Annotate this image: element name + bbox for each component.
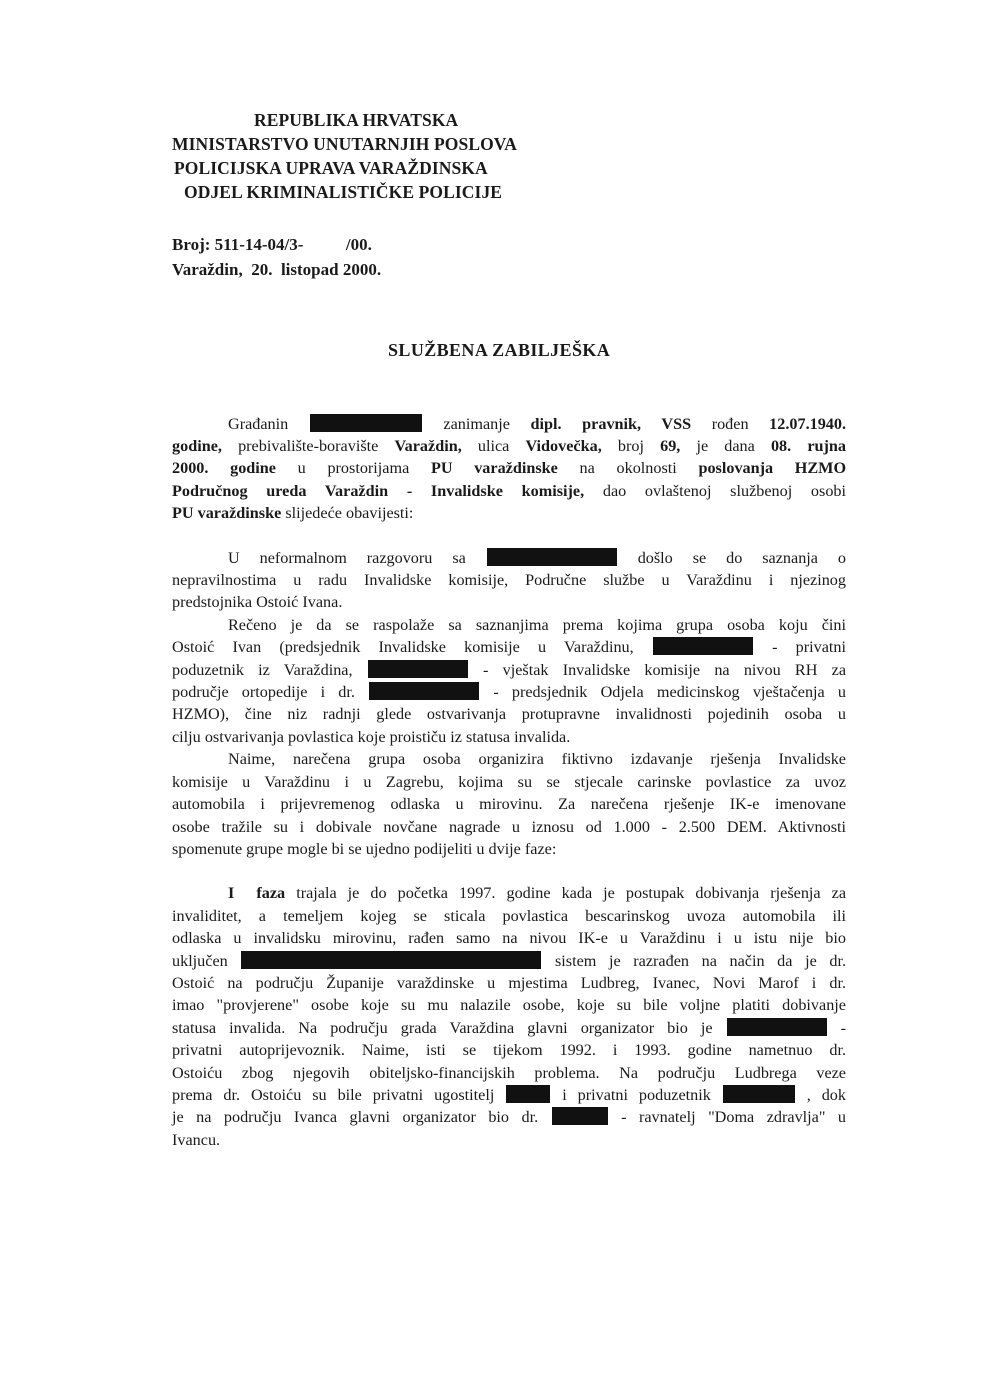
text-segment: godine, <box>172 437 222 455</box>
text-segment: PU varaždinske <box>172 504 282 523</box>
header-ministry: MINISTARSTVO UNUTARNJIH POSLOVA <box>172 134 518 154</box>
text-line: komisije u Varaždinu i u Zagrebu, kojima su se stjecale carinske povlastice za uvoz <box>172 772 846 791</box>
text-segment: - vještak Invalidske komisije na nivou RH za <box>483 660 847 679</box>
reference-number: Broj: 511-14-04/3- /00. <box>172 235 372 254</box>
text-line <box>172 1084 846 1106</box>
text-segment: U neformalnom razgovoru sa <box>228 548 466 567</box>
spacer <box>172 525 846 547</box>
text-segment: 08. rujna <box>770 437 846 455</box>
text-segment: rođen <box>711 415 749 433</box>
redaction-bar <box>727 1018 827 1036</box>
text-line: privatni autoprijevoznik. Naime, isti se tijekom 1992. i 1993. godine nametnuo dr. <box>172 1041 846 1060</box>
text-segment: , dok <box>806 1085 846 1104</box>
header-police-administration: POLICIJSKA UPRAVA VARAŽDINSKA <box>174 158 488 178</box>
text-segment: je na području Ivanca glavni organizator bio dr. <box>172 1108 539 1127</box>
text-segment: poslovanja HZMO <box>698 459 847 478</box>
text-line: spomenute grupe mogle bi se ujedno podijeliti u dvije faze: <box>172 839 557 858</box>
text-line: odlaska u invalidsku mirovinu, rađen samo na nivou IK-e u Varaždinu i u istu nije bio <box>172 929 846 948</box>
text-line <box>172 659 846 681</box>
document-body <box>228 413 846 435</box>
text-segment: područje ortopedije i dr. <box>172 683 355 702</box>
text-line: Rečeno je da se raspolaže sa saznanjima prema kojima grupa osoba koju čini <box>228 615 846 634</box>
text-line: Ostoić na području Županije varaždinske u mjestima Ludbreg, Ivanec, Novi Marof i dr. <box>172 973 846 992</box>
header-department: ODJEL KRIMINALISTIČKE POLICIJE <box>184 182 503 202</box>
text-segment: zanimanje <box>443 415 510 433</box>
reference-date: Varaždin, 20. listopad 2000. <box>172 260 382 279</box>
text-segment: došlo se do saznanja o <box>637 548 846 567</box>
paragraph-1 <box>228 413 846 435</box>
reference-block <box>172 232 381 282</box>
text-line: automobila i prijevremenog odlaska u mirovinu. Za narečena rješenje IK-e imenovane <box>172 795 846 814</box>
text-segment: Varaždin, <box>394 437 462 455</box>
text-line: nepravilnostima u radu Invalidske komisije, Područne službe u Varaždinu i njezinog <box>172 571 846 590</box>
redaction-bar <box>487 548 617 566</box>
text-line <box>172 1017 846 1039</box>
text-segment: 12.07.1940. <box>769 415 847 433</box>
text-segment: - ravnatelj "Doma zdravlja" u <box>621 1108 847 1127</box>
text-segment: 2000. godine <box>172 459 276 478</box>
text-segment: Područnog ureda Varaždin - Invalidske komisije, <box>172 481 585 500</box>
spacer <box>172 860 846 882</box>
redaction-bar <box>653 637 753 655</box>
text-segment: broj <box>617 437 644 455</box>
text-segment: Građanin <box>228 415 289 433</box>
text-segment: u prostorijama <box>297 459 410 478</box>
text-segment: dipl. pravnik, VSS <box>530 415 692 433</box>
text-segment: prema dr. Ostoiću su bile privatni ugostitelj <box>172 1085 495 1104</box>
text-segment: uključen <box>172 951 228 970</box>
text-line <box>172 636 846 658</box>
text-segment: na okolnosti <box>579 459 677 478</box>
text-line: Ostoiću zbog njegovih obiteljsko-financijskih problema. Na području Ludbrega veze <box>172 1063 846 1082</box>
document-body-main <box>172 435 846 1151</box>
text-segment: i privatni poduzetnik <box>562 1085 711 1104</box>
text-line <box>172 502 846 524</box>
text-line: predstojnika Ostoić Ivana. <box>172 593 343 612</box>
text-line <box>172 435 846 457</box>
redaction-bar <box>310 414 422 432</box>
redaction-bar <box>506 1085 550 1103</box>
text-line: HZMO), čine niz radnji glede ostvarivanja protupravne invalidnosti pojedinih osoba u <box>172 705 846 724</box>
text-line <box>228 413 846 435</box>
text-segment: dao ovlaštenoj službenoj osobi <box>602 481 847 500</box>
redaction-bar <box>552 1107 608 1125</box>
text-segment: - privatni <box>772 638 847 657</box>
text-segment: statusa invalida. Na području grada Varaždina glavni organizator bio je <box>172 1018 713 1037</box>
redaction-bar <box>368 660 468 678</box>
text-line: Ivancu. <box>172 1130 221 1149</box>
document-title: SLUŽBENA ZABILJEŠKA <box>388 340 611 360</box>
text-line <box>172 950 846 972</box>
text-segment: ulica <box>477 437 510 455</box>
text-line <box>172 547 846 569</box>
text-line <box>172 1106 846 1128</box>
text-segment: 69, <box>660 437 681 455</box>
text-line: invaliditet, a temeljem kojeg se sticala povlastica bescarinskog uvoza automobila ili <box>172 906 846 925</box>
text-segment: - <box>840 1018 846 1037</box>
letterhead <box>172 108 732 204</box>
redaction-bar <box>723 1085 795 1103</box>
text-segment: PU varaždinske <box>430 459 558 478</box>
text-segment: sistem je razrađen na način da je dr. <box>555 951 847 970</box>
redaction-bar <box>241 951 541 969</box>
text-line <box>172 681 846 703</box>
text-segment: Ostoić Ivan (predsjednik Invalidske komisije u Varaždinu, <box>172 638 634 657</box>
text-line: osobe tražile su i dobivale novčane nagrade u iznosu od 1.000 - 2.500 DEM. Aktivnosti <box>172 817 846 836</box>
redaction-bar <box>369 682 479 700</box>
text-segment: prebivalište-boravište <box>238 437 379 455</box>
text-segment: trajala je do početka 1997. godine kada je postupak dobivanja rješenja za <box>296 884 847 903</box>
text-line <box>172 457 846 479</box>
text-line <box>172 480 846 502</box>
text-line: Naime, narečena grupa osoba organizira fiktivno izdavanje rješenja Invalidske <box>228 750 846 769</box>
text-segment: poduzetnik iz Varaždina, <box>172 660 353 679</box>
text-segment: je dana <box>696 437 755 455</box>
text-segment: Vidovečka, <box>525 437 602 455</box>
text-line: imao "provjerene" osobe koje su mu nalazile osobe, koje su bile voljne platiti dobivanje <box>172 996 846 1015</box>
text-line <box>172 882 846 904</box>
text-segment: - predsjednik Odjela medicinskog vještačenja u <box>493 683 846 702</box>
header-country: REPUBLIKA HRVATSKA <box>254 110 459 130</box>
text-segment: slijedeće obavijesti: <box>285 504 414 523</box>
text-line: cilju ostvarivanja povlastica koje proističu iz statusa invalida. <box>172 727 571 746</box>
text-segment: I faza <box>228 884 286 903</box>
